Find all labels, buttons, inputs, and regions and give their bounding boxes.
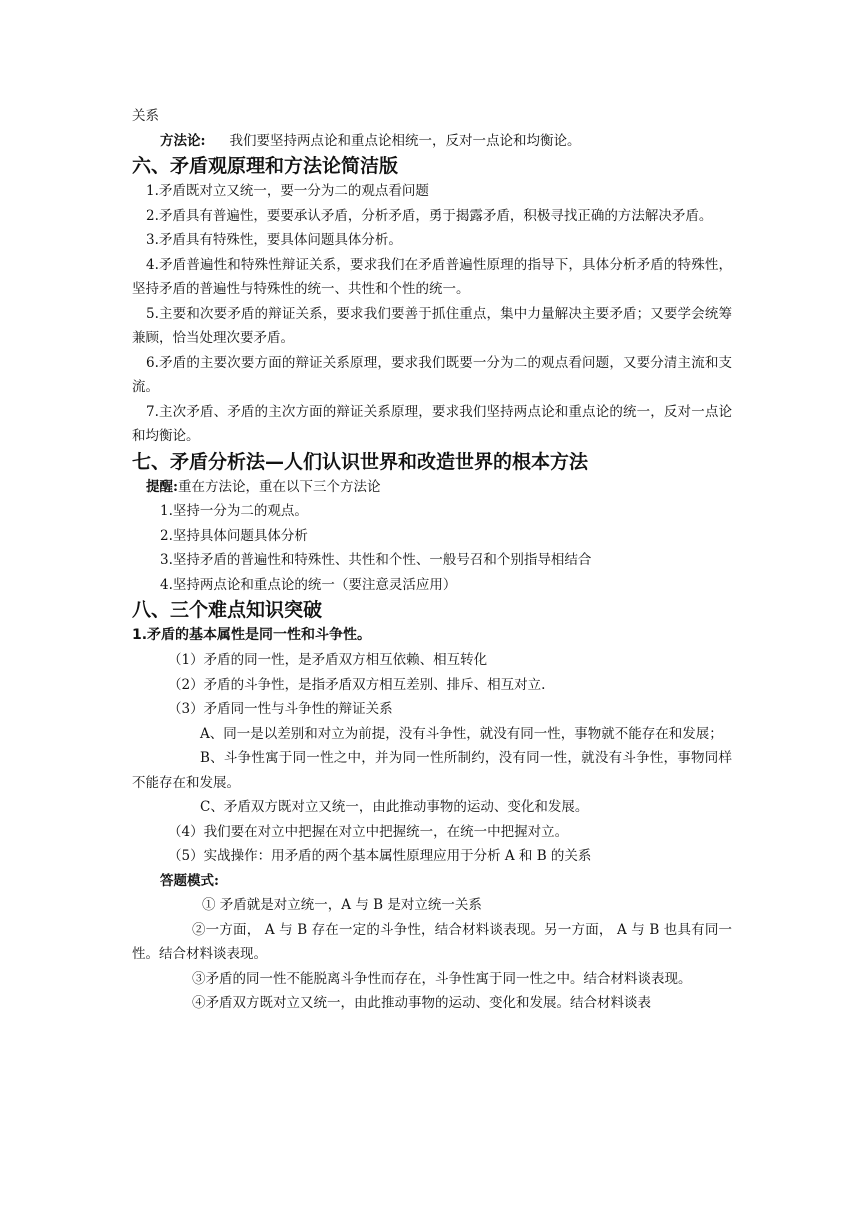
answer-item: ③矛盾的同一性不能脱离斗争性而存在，斗争性寓于同一性之中。结合材料谈表现。 xyxy=(192,970,692,987)
list-item: 2.坚持具体问题具体分析 xyxy=(160,527,308,544)
list-item: 3.矛盾具有特殊性，要具体问题具体分析。 xyxy=(146,232,402,248)
subsection-heading: 1.矛盾的基本属性是同一性和斗争性。 xyxy=(132,627,372,643)
methodology-text: 我们要坚持两点论和重点论相统一，反对一点论和均衡论。 xyxy=(229,132,581,149)
methodology-label: 方法论: xyxy=(160,132,206,149)
list-item: 1.坚持一分为二的观点。 xyxy=(160,503,308,519)
list-item: （4）我们要在对立中把握在对立中把握统一，在统一中把握对立。 xyxy=(168,823,569,840)
list-item: （3）矛盾同一性与斗争性的辩证关系 xyxy=(168,701,393,717)
list-item: C、矛盾双方既对立又统一，由此推动事物的运动、变化和发展。 xyxy=(200,799,589,815)
methodology-line xyxy=(132,129,732,154)
answer-item: ④矛盾双方既对立又统一，由此推动事物的运动、变化和发展。结合材料谈表 xyxy=(192,995,651,1011)
document-body xyxy=(132,104,732,1016)
section-6-heading: 六、矛盾观原理和方法论简洁版 xyxy=(132,155,399,177)
list-item: 3.坚持矛盾的普遍性和特殊性、共性和个性、一般号召和个别指导相结合 xyxy=(160,552,592,568)
reminder-label: 提醒: xyxy=(146,478,178,495)
list-item: 5.主要和次要矛盾的辩证关系，要求我们要善于抓住重点，集中力量解决主要矛盾；又要学会统筹兼顾，恰当处理次要矛盾。 xyxy=(132,305,732,346)
list-item: （5）实战操作：用矛盾的两个基本属性原理应用于分析 A 和 B 的关系 xyxy=(168,848,592,864)
answer-mode-label: 答题模式: xyxy=(160,872,219,889)
list-item: 4.坚持两点论和重点论的统一（要注意灵活应用） xyxy=(160,576,457,593)
list-item: B、斗争性寓于同一性之中，并为同一性所制约，没有同一性，就没有斗争性，事物同样不能存在和发展。 xyxy=(132,750,732,791)
list-item: （2）矛盾的斗争性，是指矛盾双方相互差别、排斥、相互对立. xyxy=(168,676,546,693)
list-item: 2.矛盾具有普遍性，要要承认矛盾，分析矛盾，勇于揭露矛盾，积极寻找正确的方法解决矛盾。 xyxy=(146,207,713,224)
reminder-line xyxy=(132,475,732,500)
continued-text: 关系 xyxy=(132,108,159,124)
answer-item: ① 矛盾就是对立统一，A 与 B 是对立统一关系 xyxy=(202,897,482,913)
list-item: 6.矛盾的主要次要方面的辩证关系原理，要求我们既要一分为二的观点看问题，又要分清主流和支流。 xyxy=(132,354,732,395)
reminder-text: 重在方法论，重在以下三个方法论 xyxy=(177,478,381,495)
list-item: 1.矛盾既对立又统一，要一分为二的观点看问题 xyxy=(146,183,429,199)
section-8-heading: 八、三个难点知识突破 xyxy=(132,599,323,621)
list-item: 7.主次矛盾、矛盾的主次方面的辩证关系原理，要求我们坚持两点论和重点论的统一，反对一点论和均衡论。 xyxy=(132,403,732,444)
list-item: 4.矛盾普遍性和特殊性辩证关系，要求我们在矛盾普遍性原理的指导下，具体分析矛盾的特殊性，坚持矛盾的普遍性与特殊性的统一、共性和个性的统一。 xyxy=(132,256,732,297)
answer-item: ②一方面， A 与 B 存在一定的斗争性，结合材料谈表现。另一方面， A 与 B 也具有同一性。结合材料谈表现。 xyxy=(132,921,732,962)
list-item: （1）矛盾的同一性，是矛盾双方相互依赖、相互转化 xyxy=(168,652,488,668)
section-7-heading: 七、矛盾分析法—人们认识世界和改造世界的根本方法 xyxy=(132,450,589,473)
list-item: A、同一是以差别和对立为前提，没有斗争性，就没有同一性，事物就不能存在和发展； xyxy=(200,725,723,742)
